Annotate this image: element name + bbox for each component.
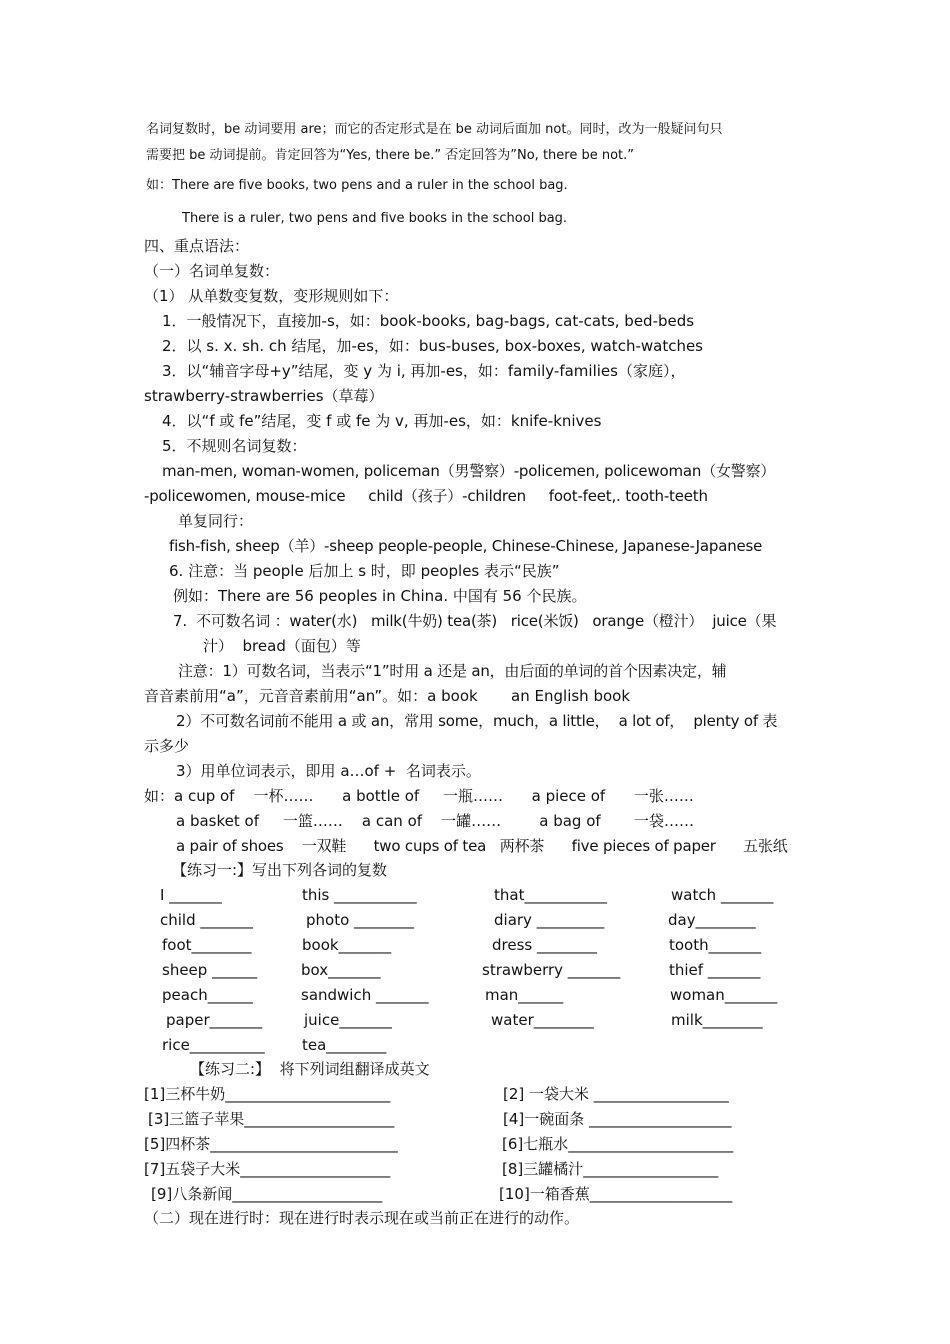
- plural-blank: paper_______: [166, 1011, 263, 1029]
- rule-6: 6. 注意：当 people 后加上 s 时，即 peoples 表示“民族”: [169, 562, 560, 580]
- rule-intro: （1） 从单数变复数，变形规则如下：: [144, 287, 399, 305]
- plural-blank: peach______: [162, 986, 253, 1004]
- note-2-cont: 示多少: [144, 737, 190, 755]
- plural-blank: thief _______: [669, 961, 761, 979]
- intro-line-2: 需要把 be 动词提前。肯定回答为“Yes, there be.” 否定回答为”No, there be not.”: [146, 148, 635, 163]
- plural-blank: day________: [668, 911, 756, 929]
- plural-blank: tooth_______: [669, 936, 762, 954]
- unit-words-line-3: a pair of shoes 一双鞋 two cups of tea 两杯茶 five pieces of paper 五张纸: [176, 837, 788, 855]
- plural-blank: I _______: [160, 886, 222, 904]
- rule-3: 3．以“辅音字母+y”结尾，变 y 为 i, 再加-es，如：family-families（家庭），: [162, 362, 686, 380]
- plural-blank: this ___________: [302, 886, 417, 904]
- translation-item: [8]三罐橘汁__________________: [502, 1160, 719, 1178]
- section-heading: 四、重点语法：: [144, 237, 250, 255]
- note-1: 注意：1）可数名词，当表示“1”时用 a 还是 an，由后面的单词的首个因素决定，辅: [178, 662, 727, 680]
- rule-1: 1．一般情况下，直接加-s，如：book-books, bag-bags, cat-cats, bed-beds: [162, 312, 695, 330]
- intro-example-2: There is a ruler, two pens and five books in the school bag.: [182, 211, 568, 226]
- plural-blank: man______: [485, 986, 564, 1004]
- translation-item: [7]五袋子大米____________________: [144, 1160, 391, 1178]
- plural-blank: milk________: [671, 1011, 763, 1029]
- note-2: 2）不可数名词前不能用 a 或 an，常用 some，much，a little， a lot of， plenty of 表: [176, 712, 778, 730]
- plural-blank: foot________: [162, 936, 252, 954]
- plural-blank: that___________: [494, 886, 607, 904]
- same-form-heading: 单复同行：: [178, 512, 254, 530]
- irregular-line-2: -policewomen, mouse-mice child（孩子）-children foot-feet,. tooth-teeth: [144, 487, 708, 505]
- exercise-2-title: 【练习二:】 将下列词组翻译成英文: [190, 1060, 430, 1078]
- plural-blank: sheep ______: [162, 961, 258, 979]
- plural-blank: child _______: [160, 911, 253, 929]
- translation-item: [4]一碗面条 ___________________: [503, 1110, 732, 1128]
- plural-blank: book_______: [302, 936, 392, 954]
- plural-blank: diary _________: [494, 911, 605, 929]
- plural-blank: photo ________: [306, 911, 415, 929]
- plural-blank: woman_______: [670, 986, 778, 1004]
- rule-4: 4．以“f 或 fe”结尾，变 f 或 fe 为 v, 再加-es，如：knife-knives: [162, 412, 602, 430]
- translation-item: [10]一箱香蕉___________________: [499, 1185, 733, 1203]
- plural-blank: tea________: [302, 1036, 387, 1054]
- rule-7: 7. 不可数名词 ：water(水) milk(牛奶) tea(茶) rice(米饭) orange（橙汁） juice（果: [173, 612, 777, 630]
- irregular-line-1: man-men, woman-women, policeman（男警察）-policemen, policewoman（女警察）: [162, 462, 776, 480]
- translation-item: [3]三篮子苹果____________________: [148, 1110, 395, 1128]
- plural-blank: juice_______: [304, 1011, 392, 1029]
- subsection-heading: （一）名词单复数：: [144, 262, 280, 280]
- translation-item: [9]八条新闻____________________: [151, 1185, 383, 1203]
- note-3: 3）用单位词表示，即用 a…of + 名词表示。: [176, 762, 481, 780]
- section-heading-progressive: （二）现在进行时：现在进行时表示现在或当前正在进行的动作。: [144, 1209, 580, 1227]
- plural-blank: watch _______: [671, 886, 774, 904]
- plural-blank: sandwich _______: [301, 986, 429, 1004]
- plural-blank: water________: [491, 1011, 594, 1029]
- translation-item: [2] 一袋大米 __________________: [503, 1085, 729, 1103]
- note-1-cont: 音音素前用“a”，元音音素前用“an”。如：a book an English book: [144, 687, 631, 705]
- translation-item: [5]四杯茶_________________________: [144, 1135, 398, 1153]
- rule-2: 2．以 s. x. sh. ch 结尾，加-es，如：bus-buses, box-boxes, watch-watches: [162, 337, 703, 355]
- unit-words-line-1: 如：a cup of 一杯…… a bottle of 一瓶…… a piece of 一张……: [144, 787, 694, 805]
- plural-blank: box_______: [301, 961, 381, 979]
- intro-line-1: 名词复数时，be 动词要用 are；而它的否定形式是在 be 动词后面加 not。同时，改为一般疑问句只: [146, 122, 723, 137]
- same-form-list: fish-fish, sheep（羊）-sheep people-people, Chinese-Chinese, Japanese-Japanese: [169, 537, 763, 555]
- rule-3-cont: strawberry-strawberries（草莓）: [144, 387, 384, 405]
- translation-item: [6]七瓶水______________________: [502, 1135, 734, 1153]
- plural-blank: rice__________: [162, 1036, 265, 1054]
- plural-blank: strawberry _______: [482, 961, 621, 979]
- rule-6-example: 例如：There are 56 peoples in China. 中国有 56 个民族。: [173, 587, 587, 605]
- intro-example-1: 如：There are five books, two pens and a ruler in the school bag.: [146, 178, 568, 193]
- translation-item: [1]三杯牛奶______________________: [144, 1085, 391, 1103]
- rule-5: 5．不规则名词复数：: [162, 437, 307, 455]
- rule-7-cont: 汁） bread（面包）等: [203, 637, 361, 655]
- exercise-1-title: 【练习一:】写出下列各词的复数: [172, 861, 388, 879]
- plural-blank: dress ________: [492, 936, 597, 954]
- unit-words-line-2: a basket of 一篮…… a can of 一罐…… a bag of 一袋……: [176, 812, 695, 830]
